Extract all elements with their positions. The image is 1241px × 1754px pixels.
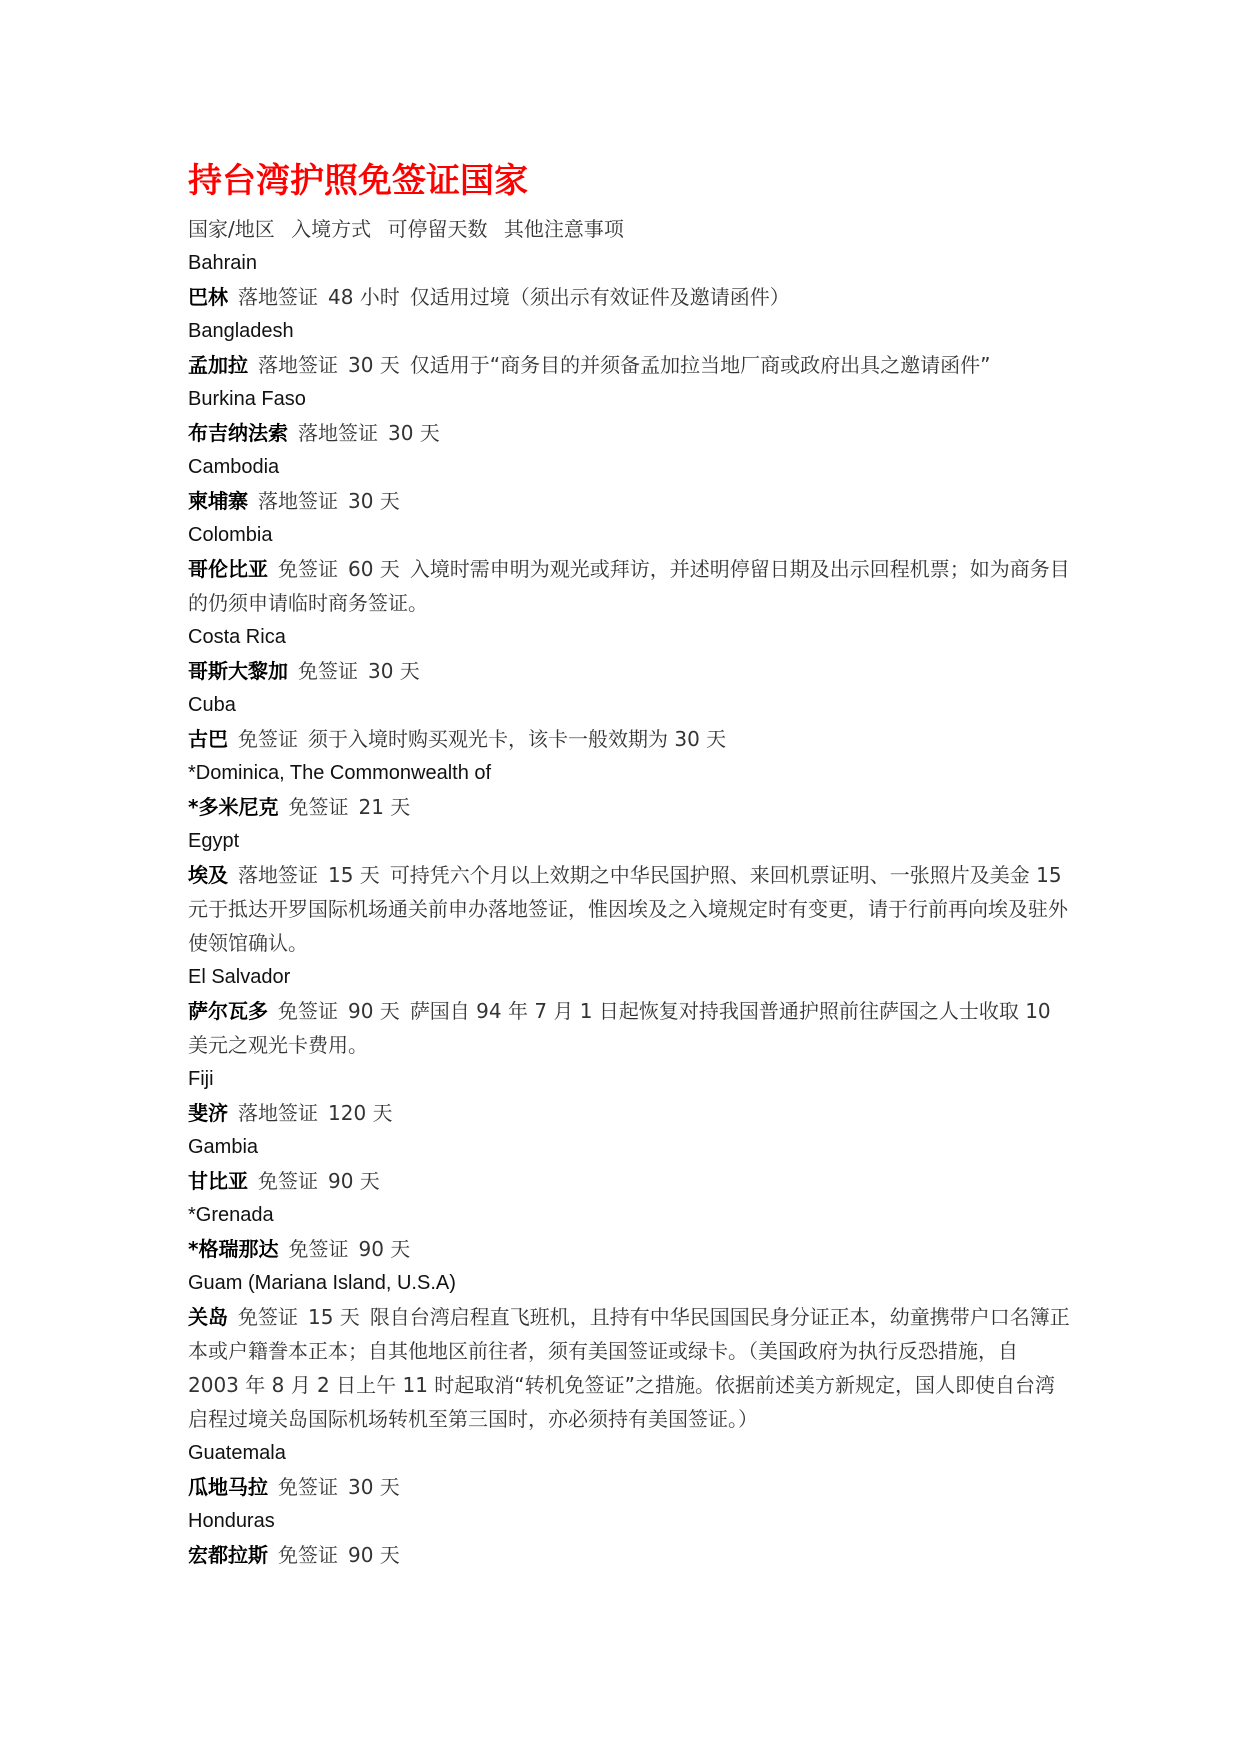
entry-entry: 免签证 — [288, 795, 349, 819]
country-name-english: Burkina Faso — [188, 388, 306, 410]
country-name-english: Cambodia — [188, 456, 280, 478]
country-name-chinese: 瓜地马拉 — [188, 1475, 268, 1499]
country-name-english: Costa Rica — [188, 626, 286, 648]
entry-notes: 须于入境时购买观光卡，该卡一般效期为 30 天 — [308, 727, 727, 751]
header-notes: 其他注意事项 — [503, 217, 624, 241]
entry-days: 30 天 — [348, 353, 400, 377]
entry-entry: 免签证 — [238, 727, 298, 751]
country-name-english: Gambia — [188, 1136, 259, 1158]
country-name-english: Guatemala — [188, 1442, 286, 1464]
country-name-english: *Grenada — [188, 1204, 274, 1226]
entry-entry: 免签证 — [278, 999, 338, 1023]
country-entry-row — [188, 790, 1070, 824]
country-name-chinese: 埃及 — [188, 863, 228, 887]
country-list — [188, 246, 1070, 1572]
country-name-chinese: 古巴 — [188, 727, 228, 751]
entry-entry: 落地签证 — [258, 489, 338, 513]
entry-days: 15 天 — [328, 863, 380, 887]
country-entry-row — [188, 348, 1070, 382]
country-entry-row — [188, 1470, 1070, 1504]
country-name-english: Guam (Mariana Island, U.S.A) — [188, 1272, 456, 1294]
country-name-chinese: 哥斯大黎加 — [188, 659, 288, 683]
entry-entry: 免签证 — [258, 1169, 318, 1193]
entry-notes: 限自台湾启程直飞班机，且持有中华民国国民身分证正本，幼童携带户口名簿正本或户籍誊本正本；自其他地区前往者，须有美国签证或绿卡。（美国政府为执行反恐措施，自 2003 年 8 月 2 日上午 11 时起取消“转机免签证”之措施。依据前述美方新规定，国人即使自台湾启程过境关岛国际机场转机至第三国时，亦必须持有美国签证。） — [188, 1305, 1070, 1431]
entry-entry: 落地签证 — [238, 863, 318, 887]
country-entry-row — [188, 1164, 1070, 1198]
country-entry-row — [188, 484, 1070, 518]
entry-days: 48 小时 — [328, 285, 400, 309]
entry-days: 90 天 — [328, 1169, 380, 1193]
country-name-english: Cuba — [188, 694, 236, 716]
country-name-english: Honduras — [188, 1510, 275, 1532]
country-name-english: Colombia — [188, 524, 273, 546]
country-entry-row — [188, 858, 1070, 960]
page-title: 持台湾护照免签证国家 — [188, 161, 528, 201]
entry-notes: 萨国自 94 年 7 月 1 日起恢复对持我国普通护照前往萨国之人士收取 10 美元之观光卡费用。 — [188, 999, 1051, 1057]
document-page — [188, 160, 1070, 1572]
country-name-chinese: *多米尼克 — [188, 795, 279, 819]
entry-entry: 免签证 — [278, 1475, 338, 1499]
entry-days: 30 天 — [368, 659, 420, 683]
column-header — [188, 212, 1070, 246]
country-name-english: *Dominica, The Commonwealth of — [188, 762, 492, 784]
country-name-chinese: 巴林 — [188, 285, 228, 309]
entry-notes: 可持凭六个月以上效期之中华民国护照、来回机票证明、一张照片及美金 15 元于抵达开罗国际机场通关前申办落地签证，惟因埃及之入境规定时有变更，请于行前再向埃及驻外使领馆确认。 — [188, 863, 1068, 955]
country-name-chinese: 甘比亚 — [188, 1169, 248, 1193]
entry-entry: 落地签证 — [298, 421, 378, 445]
country-name-chinese: 布吉纳法索 — [188, 421, 288, 445]
entry-days: 30 天 — [348, 489, 400, 513]
country-name-chinese: 关岛 — [188, 1305, 228, 1329]
entry-days: 120 天 — [328, 1101, 393, 1125]
country-name-chinese: 哥伦比亚 — [188, 557, 268, 581]
country-entry-row — [188, 1300, 1070, 1436]
country-name-english: Fiji — [188, 1068, 214, 1090]
header-entry: 入境方式 — [291, 217, 372, 241]
country-name-chinese: 柬埔寨 — [188, 489, 248, 513]
entry-entry: 免签证 — [278, 557, 338, 581]
entry-days: 90 天 — [358, 1237, 411, 1261]
entry-entry: 免签证 — [298, 659, 358, 683]
country-name-english: Bahrain — [188, 252, 257, 274]
country-name-english: El Salvador — [188, 966, 291, 988]
header-country: 国家/地区 — [188, 217, 275, 241]
entry-entry: 免签证 — [278, 1543, 338, 1567]
country-name-chinese: 孟加拉 — [188, 353, 248, 377]
entry-entry: 落地签证 — [258, 353, 338, 377]
country-name-chinese: *格瑞那达 — [188, 1237, 279, 1261]
entry-notes: 仅适用于“商务目的并须备孟加拉当地厂商或政府出具之邀请函件” — [409, 353, 991, 377]
entry-days: 60 天 — [348, 557, 400, 581]
entry-days: 30 天 — [348, 1475, 400, 1499]
entry-entry: 落地签证 — [238, 285, 318, 309]
entry-entry: 免签证 — [238, 1305, 298, 1329]
entry-days: 21 天 — [358, 795, 411, 819]
country-name-english: Bangladesh — [188, 320, 294, 342]
country-name-chinese: 萨尔瓦多 — [188, 999, 268, 1023]
country-entry-row — [188, 552, 1070, 620]
country-entry-row — [188, 416, 1070, 450]
country-entry-row — [188, 280, 1070, 314]
entry-notes: 仅适用过境（须出示有效证件及邀请函件） — [409, 285, 790, 309]
country-entry-row — [188, 654, 1070, 688]
entry-days: 30 天 — [388, 421, 440, 445]
entry-entry: 免签证 — [288, 1237, 349, 1261]
entry-notes: 入境时需申明为观光或拜访，并述明停留日期及出示回程机票；如为商务目的仍须申请临时商务签证。 — [188, 557, 1070, 615]
entry-entry: 落地签证 — [238, 1101, 318, 1125]
country-entry-row — [188, 994, 1070, 1062]
country-entry-row — [188, 1232, 1070, 1266]
country-name-english: Egypt — [188, 830, 240, 852]
country-entry-row — [188, 1096, 1070, 1130]
header-days: 可停留天数 — [387, 217, 488, 241]
country-entry-row — [188, 1538, 1070, 1572]
entry-days: 15 天 — [308, 1305, 360, 1329]
entry-days: 90 天 — [348, 999, 400, 1023]
entry-days: 90 天 — [348, 1543, 400, 1567]
country-entry-row — [188, 722, 1070, 756]
country-name-chinese: 宏都拉斯 — [188, 1543, 268, 1567]
country-name-chinese: 斐济 — [188, 1101, 228, 1125]
